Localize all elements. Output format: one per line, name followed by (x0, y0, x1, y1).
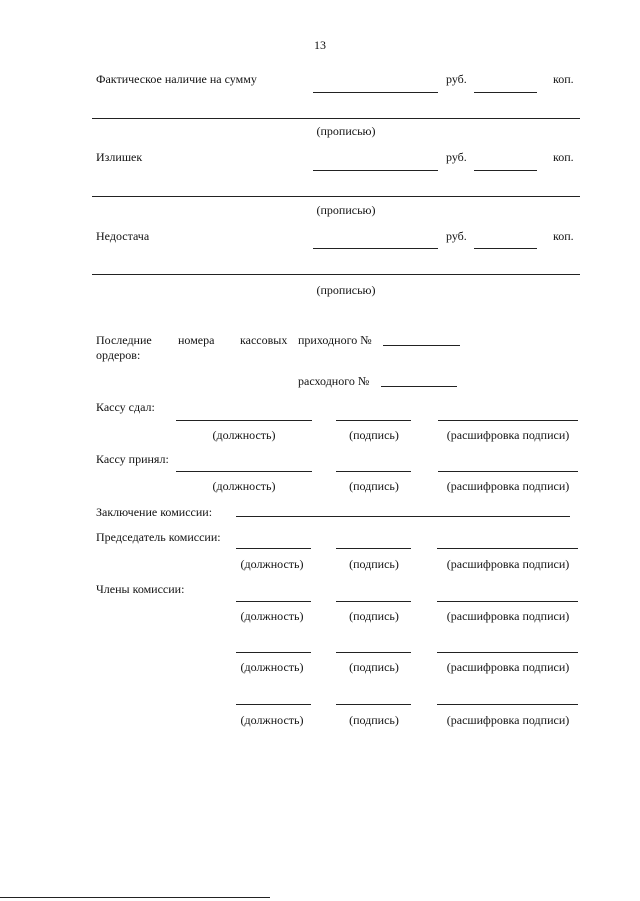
orders-word-cash: кассовых (240, 333, 288, 347)
surplus-in-words-field[interactable] (92, 196, 580, 197)
signature-caption: (подпись) (349, 609, 399, 623)
chairman-signature-field[interactable] (336, 548, 411, 549)
signature-caption: (подпись) (349, 479, 399, 493)
members-label: Члены комиссии: (96, 582, 185, 596)
member-2-signature-field[interactable] (336, 652, 411, 653)
kop-label: коп. (553, 229, 574, 243)
kop-label: коп. (553, 150, 574, 164)
shortage-amount-field[interactable] (313, 248, 438, 249)
orders-word-numbers: номера (178, 333, 215, 347)
position-caption: (должность) (240, 660, 304, 674)
position-caption: (должность) (240, 713, 304, 727)
surplus-label: Излишек (96, 150, 143, 164)
decoding-caption: (расшифровка подписи) (446, 713, 570, 727)
rub-label: руб. (446, 72, 467, 86)
chairman-position-field[interactable] (236, 548, 311, 549)
orders-word-orders: ордеров: (96, 348, 141, 362)
signature-caption: (подпись) (349, 660, 399, 674)
surplus-amount-field[interactable] (313, 170, 438, 171)
decoding-caption: (расшифровка подписи) (446, 609, 570, 623)
in-words-caption: (прописью) (316, 283, 376, 297)
shortage-in-words-field[interactable] (92, 274, 580, 275)
footnote-separator (0, 897, 270, 898)
handed-label: Кассу сдал: (96, 400, 155, 414)
actual-in-words-field[interactable] (92, 118, 580, 119)
position-caption: (должность) (240, 557, 304, 571)
decoding-caption: (расшифровка подписи) (446, 479, 570, 493)
rub-label: руб. (446, 150, 467, 164)
conclusion-field[interactable] (236, 516, 570, 517)
member-1-decoding-field[interactable] (437, 601, 578, 602)
actual-amount-field[interactable] (313, 92, 438, 93)
in-words-caption: (прописью) (316, 203, 376, 217)
surplus-kop-field[interactable] (474, 170, 537, 171)
decoding-caption: (расшифровка подписи) (446, 557, 570, 571)
conclusion-label: Заключение комиссии: (96, 505, 213, 519)
actual-amount-label: Фактическое наличие на сумму (96, 72, 257, 86)
member-3-signature-field[interactable] (336, 704, 411, 705)
kop-label: коп. (553, 72, 574, 86)
signature-caption: (подпись) (349, 428, 399, 442)
shortage-kop-field[interactable] (474, 248, 537, 249)
shortage-label: Недостача (96, 229, 150, 243)
orders-word-last: Последние (96, 333, 152, 347)
handed-signature-field[interactable] (336, 420, 411, 421)
outgoing-order-field[interactable] (381, 386, 457, 387)
signature-caption: (подпись) (349, 713, 399, 727)
decoding-caption: (расшифровка подписи) (446, 428, 570, 442)
decoding-caption: (расшифровка подписи) (446, 660, 570, 674)
chairman-decoding-field[interactable] (437, 548, 578, 549)
position-caption: (должность) (240, 609, 304, 623)
received-position-field[interactable] (176, 471, 312, 472)
received-signature-field[interactable] (336, 471, 411, 472)
incoming-order-field[interactable] (383, 345, 460, 346)
signature-caption: (подпись) (349, 557, 399, 571)
received-label: Кассу принял: (96, 452, 169, 466)
rub-label: руб. (446, 229, 467, 243)
handed-decoding-field[interactable] (438, 420, 578, 421)
position-caption: (должность) (212, 428, 276, 442)
outgoing-order-label: расходного № (298, 374, 370, 388)
received-decoding-field[interactable] (438, 471, 578, 472)
member-1-position-field[interactable] (236, 601, 311, 602)
member-2-decoding-field[interactable] (437, 652, 578, 653)
member-1-signature-field[interactable] (336, 601, 411, 602)
member-2-position-field[interactable] (236, 652, 311, 653)
position-caption: (должность) (212, 479, 276, 493)
actual-kop-field[interactable] (474, 92, 537, 93)
incoming-order-label: приходного № (298, 333, 372, 347)
member-3-position-field[interactable] (236, 704, 311, 705)
member-3-decoding-field[interactable] (437, 704, 578, 705)
chairman-label: Председатель комиссии: (96, 530, 221, 544)
in-words-caption: (прописью) (316, 124, 376, 138)
page-number: 13 (314, 38, 326, 52)
handed-position-field[interactable] (176, 420, 312, 421)
